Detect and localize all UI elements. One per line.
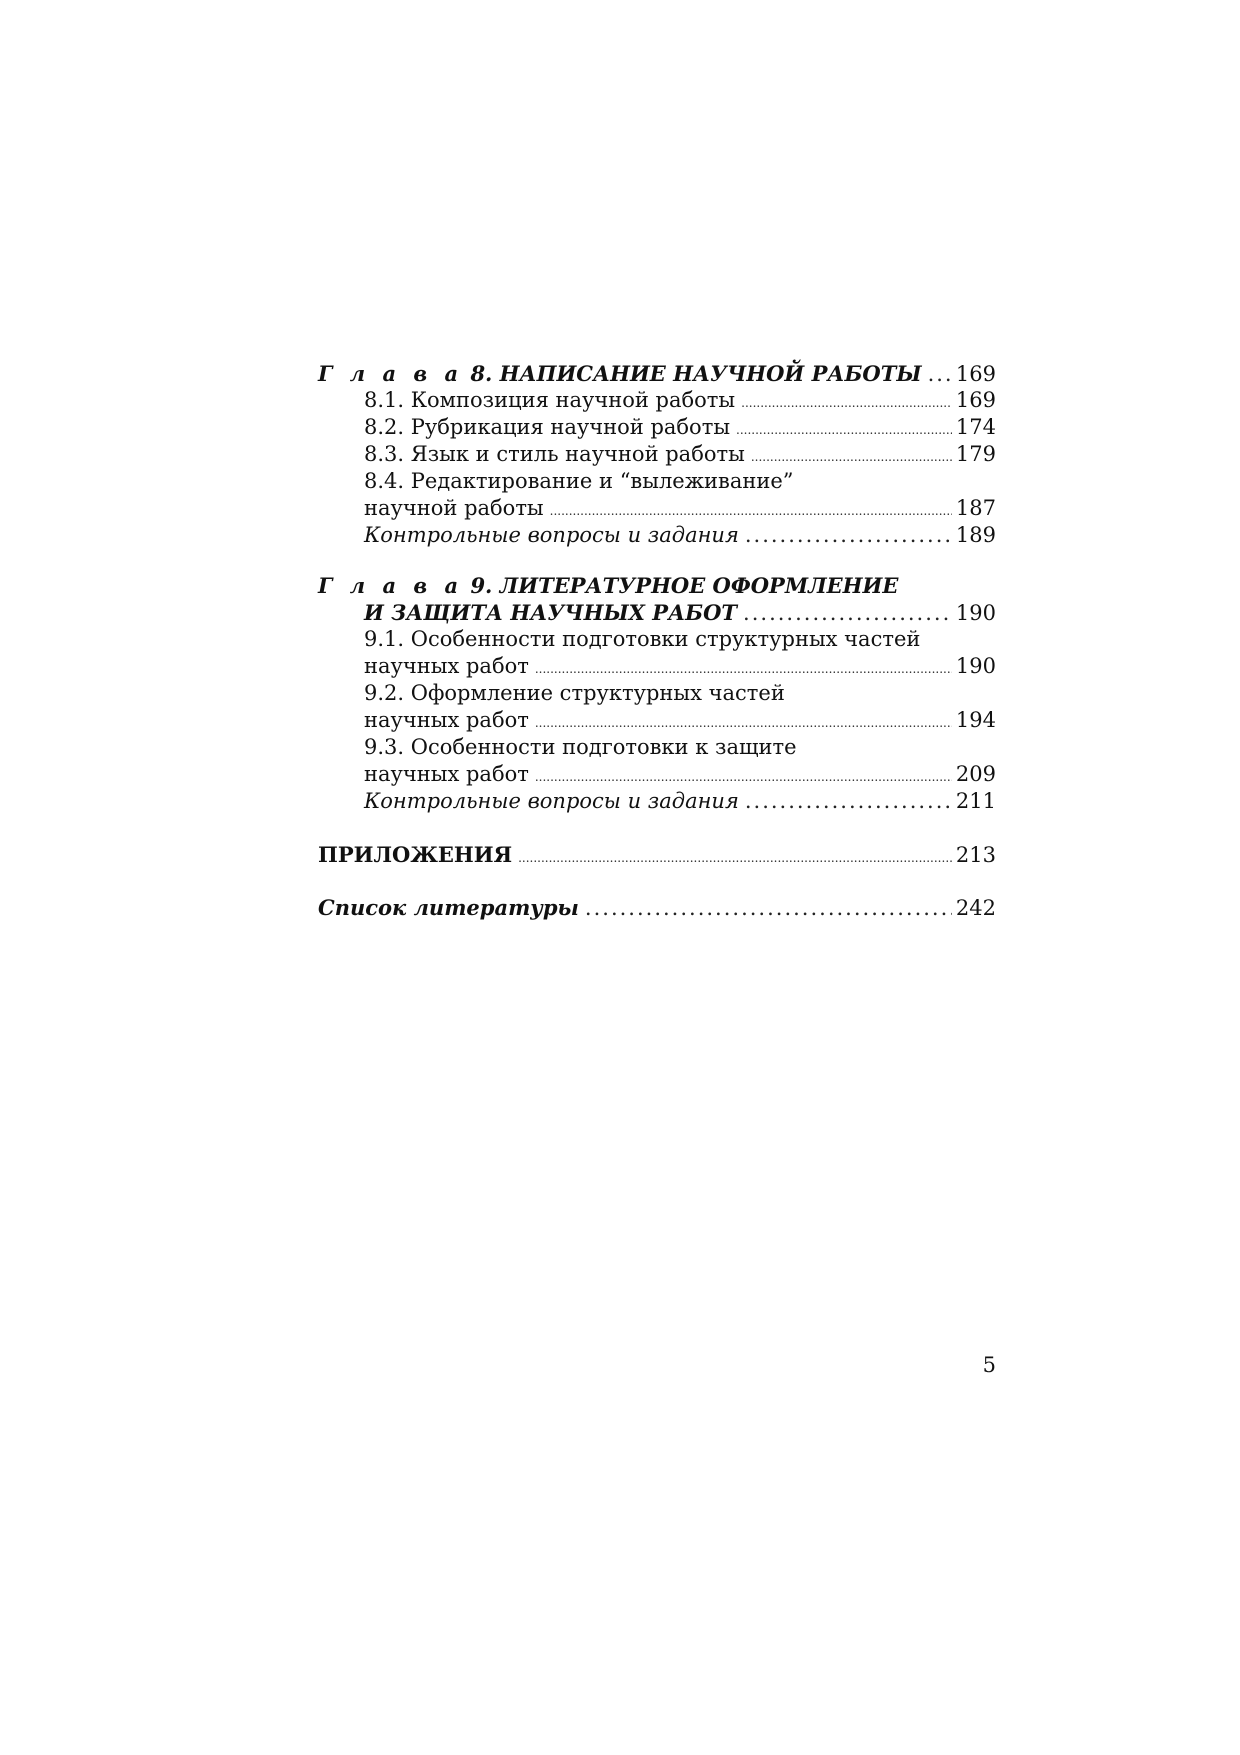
chapter-8-page: 169 — [955, 362, 996, 386]
toc-references-title: Список литературы — [318, 895, 579, 920]
toc-item-8-3-title: 8.3. Язык и стиль научной работы — [364, 442, 745, 466]
dot-leader — [535, 707, 952, 737]
page-number: 5 — [982, 1353, 996, 1377]
toc-item-8-4-page: 187 — [955, 496, 996, 520]
dot-leader — [585, 895, 952, 922]
dot-leader — [535, 761, 952, 791]
toc-item-8-1-title: 8.1. Композиция научной работы — [364, 388, 736, 412]
toc-item-9-2-page: 194 — [955, 708, 996, 732]
dot-leader — [550, 495, 952, 525]
toc-questions-9[interactable] — [318, 788, 996, 815]
toc-item-9-1-page: 190 — [955, 654, 996, 678]
dot-leader — [736, 414, 952, 444]
chapter-9-title-line1: 9. ЛИТЕРАТУРНОЕ ОФОРМЛЕНИЕ — [470, 573, 899, 598]
chapter-8-prefix: Г л а в а — [318, 361, 464, 386]
toc-item-9-2-line1[interactable] — [318, 680, 996, 707]
dot-leader — [518, 842, 952, 872]
toc-item-8-3[interactable] — [318, 441, 996, 468]
toc-item-8-2-title: 8.2. Рубрикация научной работы — [364, 415, 731, 439]
toc-questions-9-title: Контрольные вопросы и задания — [364, 789, 739, 813]
dot-leader — [741, 387, 952, 417]
toc-item-9-1-line2[interactable] — [318, 653, 996, 680]
dot-leader — [745, 522, 952, 549]
dot-leader — [745, 788, 952, 815]
toc-item-9-3-title-line1: 9.3. Особенности подготовки к защите — [364, 735, 797, 759]
toc-item-9-3-line1[interactable] — [318, 734, 996, 761]
toc-appendix-title: ПРИЛОЖЕНИЯ — [318, 842, 513, 867]
toc-questions-9-page: 211 — [955, 789, 996, 813]
chapter-9-prefix: Г л а в а — [318, 573, 464, 598]
toc-item-9-3-page: 209 — [955, 762, 996, 786]
toc-item-8-3-page: 179 — [955, 442, 996, 466]
toc-appendix[interactable] — [318, 841, 996, 868]
spacer — [318, 549, 996, 572]
chapter-8-title: 8. НАПИСАНИЕ НАУЧНОЙ РАБОТЫ — [470, 361, 922, 386]
toc-chapter-8[interactable] — [318, 360, 996, 387]
toc-appendix-page: 213 — [955, 843, 996, 867]
spacer — [318, 815, 996, 841]
toc-questions-8-title: Контрольные вопросы и задания — [364, 523, 739, 547]
toc-chapter-9-line2[interactable] — [318, 599, 996, 626]
dot-leader — [535, 653, 952, 683]
toc-questions-8[interactable] — [318, 522, 996, 549]
toc-item-8-2-page: 174 — [955, 415, 996, 439]
chapter-8-heading — [318, 360, 922, 387]
toc-item-8-1-page: 169 — [955, 388, 996, 412]
dot-leader — [751, 441, 952, 471]
toc-references[interactable] — [318, 894, 996, 921]
toc-item-8-4-line2[interactable] — [318, 495, 996, 522]
toc-item-9-3-line2[interactable] — [318, 761, 996, 788]
toc-item-9-1-title-line1: 9.1. Особенности подготовки структурных частей — [364, 627, 921, 651]
toc-item-8-4-title-line1: 8.4. Редактирование и “вылеживание” — [364, 469, 794, 493]
chapter-9-page: 190 — [955, 601, 996, 625]
toc-references-page: 242 — [955, 896, 996, 920]
toc-item-9-1-title-line2: научных работ — [364, 654, 529, 678]
toc-questions-8-page: 189 — [955, 523, 996, 547]
toc-item-9-2-title-line1: 9.2. Оформление структурных частей — [364, 681, 785, 705]
table-of-contents — [318, 360, 996, 921]
chapter-9-heading — [318, 572, 898, 599]
toc-item-9-3-title-line2: научных работ — [364, 762, 529, 786]
toc-item-9-1-line1[interactable] — [318, 626, 996, 653]
toc-item-8-4-line1[interactable] — [318, 468, 996, 495]
toc-chapter-9-line1[interactable] — [318, 572, 996, 599]
toc-item-9-2-line2[interactable] — [318, 707, 996, 734]
toc-item-9-2-title-line2: научных работ — [364, 708, 529, 732]
toc-item-8-1[interactable] — [318, 387, 996, 414]
toc-item-8-4-title-line2: научной работы — [364, 496, 544, 520]
dot-leader — [743, 600, 952, 627]
toc-item-8-2[interactable] — [318, 414, 996, 441]
chapter-9-title-line2: И ЗАЩИТА НАУЧНЫХ РАБОТ — [364, 600, 738, 625]
dot-leader — [928, 361, 952, 388]
